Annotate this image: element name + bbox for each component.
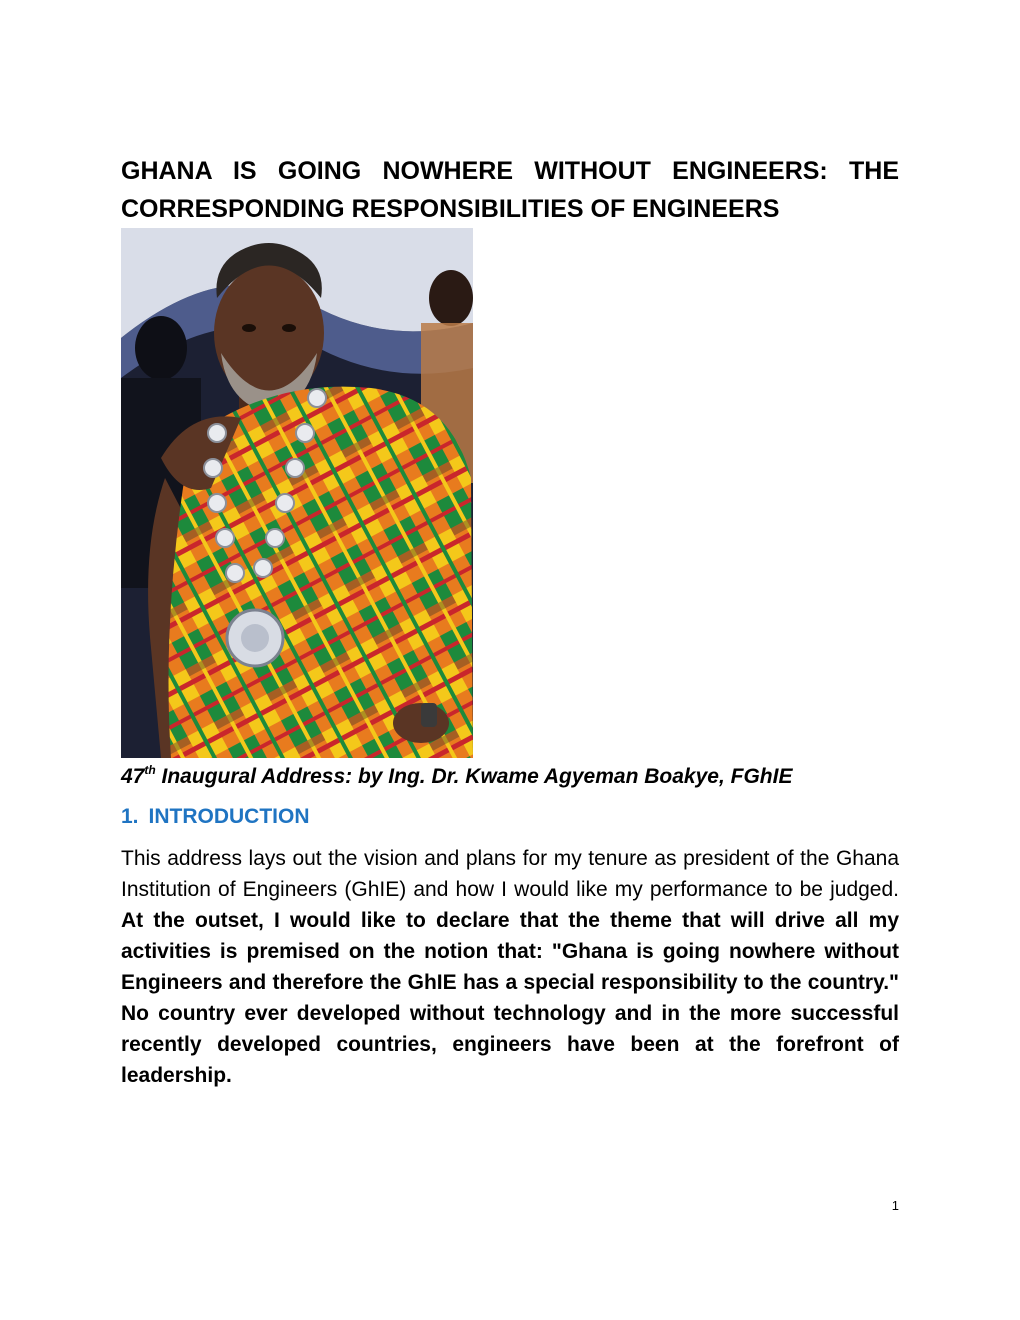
document-title: GHANA IS GOING NOWHERE WITHOUT ENGINEERS: THE CORRESPONDING RESPONSIBILITIES OF ENGINEERS	[121, 157, 899, 223]
caption-ordinal-number: 47	[121, 765, 145, 788]
portrait-photo	[121, 228, 473, 758]
section-heading	[121, 803, 310, 831]
introduction-paragraph	[121, 843, 899, 1091]
document-page	[121, 0, 899, 1320]
portrait-illustration	[121, 228, 473, 758]
paragraph-regular-text: This address lays out the vision and plans for my tenure as president of the Ghana Institution of Engineers (GhIE) and how I would like my performance to be judged.	[121, 847, 899, 901]
caption-ordinal-suffix: th	[144, 763, 156, 777]
section-number: 1.	[121, 805, 139, 828]
photo-caption	[121, 763, 899, 791]
caption-text: Inaugural Address: by Ing. Dr. Kwame Agyeman Boakye, FGhIE	[155, 765, 793, 788]
paragraph-bold-text: At the outset, I would like to declare that the theme that will drive all my activities is premised on the notion that: "Ghana is going nowhere without Engineers and therefore the GhIE has a special responsibility to the country." No country ever developed without technology and in the more successful recently developed countries, engineers have been at the forefront of leadership.	[121, 909, 899, 1087]
page-number: 1	[891, 1198, 899, 1213]
section-title: INTRODUCTION	[148, 805, 310, 828]
